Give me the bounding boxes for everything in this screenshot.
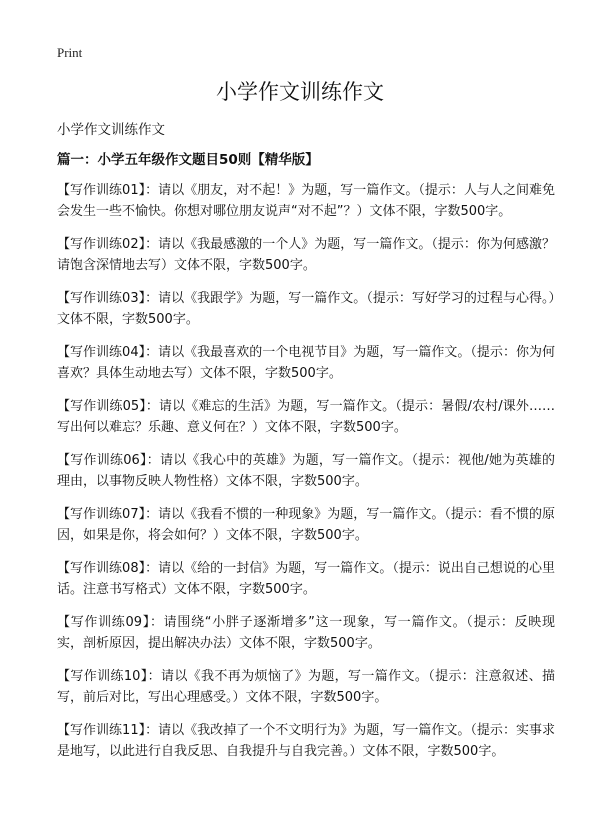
exercise-text: ：请以《难忘的生活》为题，写一篇作文。（提示：暑假/农村/课外……写出何以难忘？乐趣、意义何在？）文体不限，字数500字。 [57,399,555,435]
exercise-item [57,180,555,222]
exercise-label: 【写作训练04】 [57,345,146,360]
exercise-item [57,234,555,276]
exercise-text: ：请以《我心中的英雄》为题，写一篇作文。（提示：视他/她为英雄的理由，以事物反映人物性格）文体不限，字数500字。 [57,453,555,489]
exercise-text: ：请以《我跟学》为题，写一篇作文。（提示：写好学习的过程与心得。）文体不限，字数500字。 [57,291,555,327]
exercise-item [57,288,555,330]
exercise-label: 【写作训练09】 [57,615,150,630]
exercise-text: ：请以《我改掉了一个不文明行为》为题，写一篇作文。（提示：实事求是地写，以此进行自我反思、自我提升与自我完善。）文体不限，字数500字。 [57,723,555,759]
exercise-list [57,180,555,774]
exercise-text: ：请以《朋友，对不起！》为题，写一篇作文。（提示：人与人之间难免会发生一些不愉快。你想对哪位朋友说声“对不起”？）文体不限，字数500字。 [57,183,555,219]
exercise-text: ：请以《我看不惯的一种现象》为题，写一篇作文。（提示：看不惯的原因，如果是你，将会如何？）文体不限，字数500字。 [57,507,555,543]
exercise-label: 【写作训练01】 [57,183,146,198]
exercise-text: ：请以《我最喜欢的一个电视节目》为题，写一篇作文。（提示：你为何喜欢？具体生动地去写）文体不限，字数500字。 [57,345,555,381]
exercise-item [57,720,555,762]
exercise-label: 【写作训练08】 [57,561,146,576]
document-subtitle: 小学作文训练作文 [57,122,165,138]
exercise-text: ：请围绕“小胖子逐渐增多”这一现象，写一篇作文。（提示：反映现实，剖析原因，提出解决办法）文体不限，字数500字。 [57,615,555,651]
exercise-item [57,504,555,546]
exercise-item [57,558,555,600]
exercise-item [57,666,555,708]
exercise-label: 【写作训练07】 [57,507,146,522]
exercise-label: 【写作训练11】 [57,723,146,738]
exercise-label: 【写作训练02】 [57,237,146,252]
exercise-label: 【写作训练05】 [57,399,146,414]
exercise-text: ：请以《我不再为烦恼了》为题，写一篇作文。（提示：注意叙述、描写，前后对比，写出心理感受。）文体不限，字数500字。 [57,669,555,705]
exercise-item [57,450,555,492]
exercise-label: 【写作训练03】 [57,291,146,306]
exercise-item [57,342,555,384]
section-heading: 篇一：小学五年级作文题目50则【精华版】 [57,152,319,168]
exercise-item [57,396,555,438]
exercise-label: 【写作训练10】 [57,669,148,684]
exercise-text: ：请以《我最感激的一个人》为题，写一篇作文。（提示：你为何感激？请饱含深情地去写）文体不限，字数500字。 [57,237,555,273]
print-link[interactable]: Print [57,45,83,60]
document-title: 小学作文训练作文 [216,80,384,104]
exercise-text: ：请以《给的一封信》为题，写一篇作文。（提示：说出自己想说的心里话。注意书写格式）文体不限，字数500字。 [57,561,555,597]
exercise-item [57,612,555,654]
exercise-label: 【写作训练06】 [57,453,147,468]
